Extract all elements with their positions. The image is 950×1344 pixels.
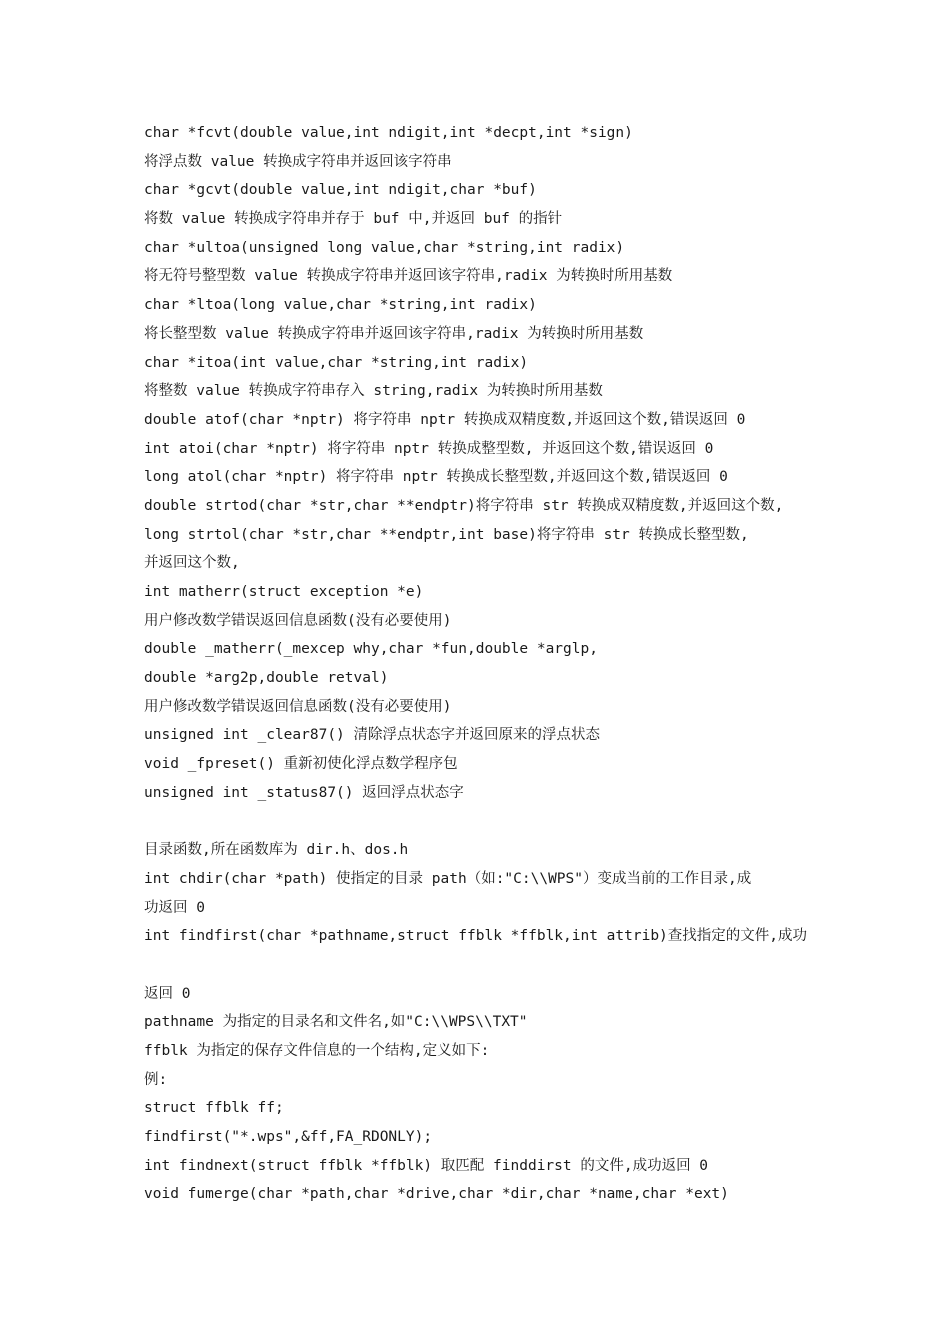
text-line: double _matherr(_mexcep why,char *fun,double *arglp,	[144, 641, 598, 658]
document-body	[144, 119, 824, 1209]
text-line: 将长整型数 value 转换成字符串并返回该字符串,radix 为转换时所用基数	[144, 325, 644, 342]
text-line: char *fcvt(double value,int ndigit,int *decpt,int *sign)	[144, 125, 633, 141]
text-line: double atof(char *nptr) 将字符串 nptr 转换成双精度数,并返回这个数,错误返回 0	[144, 411, 746, 428]
text-line: char *itoa(int value,char *string,int radix)	[144, 354, 529, 371]
blank-line	[144, 808, 824, 837]
text-line: 将浮点数 value 转换成字符串并返回该字符串	[144, 153, 452, 170]
text-line: 返回 0	[144, 985, 191, 1002]
text-line: void _fpreset() 重新初使化浮点数学程序包	[144, 756, 458, 773]
text-line: 将无符号整型数 value 转换成字符串并返回该字符串,radix 为转换时所用基数	[144, 268, 673, 285]
text-line: 例:	[144, 1071, 168, 1088]
text-line: 用户修改数学错误返回信息函数(没有必要使用)	[144, 612, 452, 629]
text-line: double strtod(char *str,char **endptr)将字符串 str 转换成双精度数,并返回这个数,	[144, 497, 784, 514]
text-line: double *arg2p,double retval)	[144, 670, 389, 687]
text-line: int matherr(struct exception *e)	[144, 584, 424, 600]
blank-line	[144, 951, 824, 980]
text-line: unsigned int _clear87() 清除浮点状态字并返回原来的浮点状态	[144, 727, 601, 744]
text-line: char *gcvt(double value,int ndigit,char *buf)	[144, 182, 537, 199]
text-line: long atol(char *nptr) 将字符串 nptr 转换成长整型数,并返回这个数,错误返回 0	[144, 469, 728, 486]
text-line: 用户修改数学错误返回信息函数(没有必要使用)	[144, 698, 452, 715]
text-line: pathname 为指定的目录名和文件名,如"C:\\WPS\\TXT"	[144, 1014, 528, 1031]
text-line: 并返回这个数,	[144, 555, 240, 572]
text-line: int findnext(struct ffblk *ffblk) 取匹配 finddirst 的文件,成功返回 0	[144, 1157, 709, 1174]
text-line: 将整数 value 转换成字符串存入 string,radix 为转换时所用基数	[144, 383, 603, 400]
text-line: 功返回 0	[144, 899, 205, 916]
text-line: ffblk 为指定的保存文件信息的一个结构,定义如下:	[144, 1043, 490, 1059]
text-line: char *ultoa(unsigned long value,char *string,int radix)	[144, 239, 625, 256]
section-heading: 目录函数,所在函数库为 dir.h、dos.h	[144, 842, 409, 859]
text-line: int chdir(char *path) 使指定的目录 path（如:"C:\\WPS"）变成当前的工作目录,成	[144, 870, 752, 887]
text-line: void fumerge(char *path,char *drive,char *dir,char *name,char *ext)	[144, 1186, 729, 1203]
text-line: long strtol(char *str,char **endptr,int base)将字符串 str 转换成长整型数,	[144, 526, 749, 543]
text-line: int findfirst(char *pathname,struct ffblk *ffblk,int attrib)查找指定的文件,成功	[144, 928, 808, 945]
text-line: char *ltoa(long value,char *string,int radix)	[144, 297, 537, 314]
text-line: struct ffblk ff;	[144, 1100, 284, 1117]
text-line: findfirst("*.wps",&ff,FA_RDONLY);	[144, 1129, 433, 1146]
text-line: int atoi(char *nptr) 将字符串 nptr 转换成整型数, 并返回这个数,错误返回 0	[144, 440, 714, 457]
text-line: unsigned int _status87() 返回浮点状态字	[144, 784, 464, 801]
text-line: 将数 value 转换成字符串并存于 buf 中,并返回 buf 的指针	[144, 211, 563, 228]
